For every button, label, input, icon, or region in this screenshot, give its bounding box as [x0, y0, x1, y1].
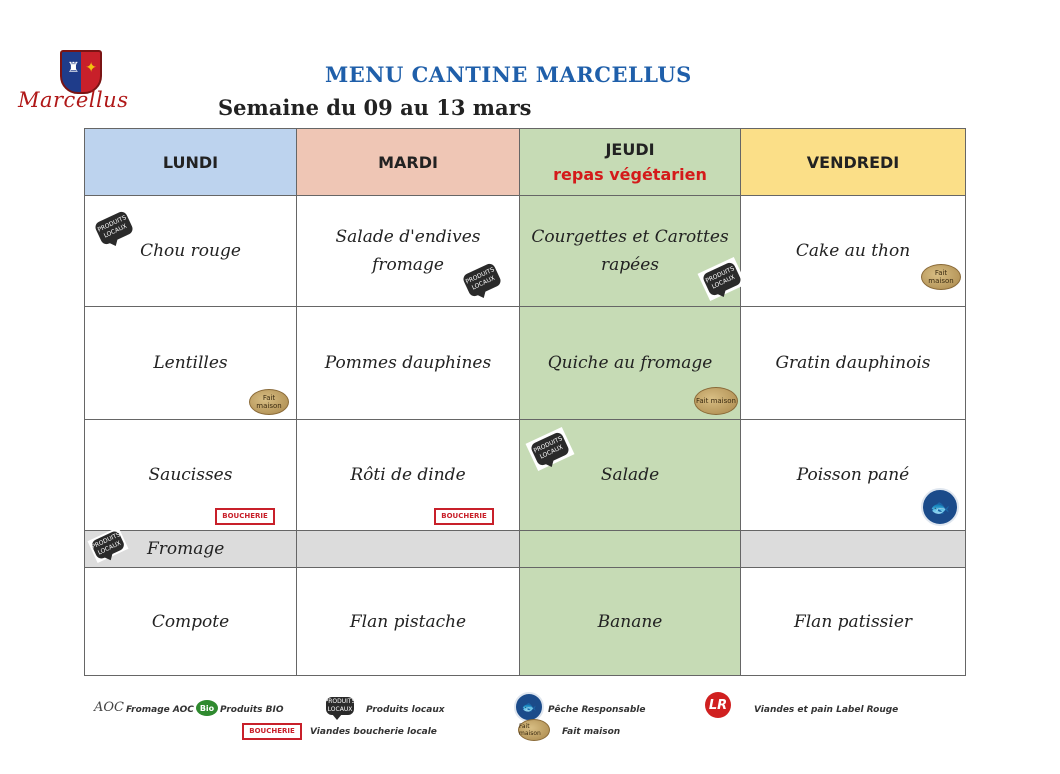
menu-cell: [520, 307, 741, 420]
day-name: MARDI: [378, 152, 438, 172]
table-row: [85, 307, 966, 420]
week-subtitle: Semaine du 09 au 13 mars: [218, 95, 532, 120]
legend-peche: Pêche Responsable: [548, 705, 646, 715]
local-butcher-icon: BOUCHERIE: [215, 508, 275, 525]
local-butcher-icon: BOUCHERIE: [434, 508, 494, 525]
homemade-icon: Fait maison: [694, 387, 738, 415]
legend-boucherie: Viandes boucherie locale: [310, 727, 437, 737]
menu-cell: [520, 568, 741, 676]
local-product-icon: PRODUITS LOCAUX: [94, 210, 135, 246]
school-logo: [18, 48, 138, 118]
dish: Flan pistache: [349, 611, 467, 632]
fish-icon: 🐟: [921, 488, 959, 526]
vegetarian-note: repas végétarien: [553, 165, 707, 184]
legend-bio: Produits BIO: [220, 705, 284, 715]
day-header-lundi: [85, 129, 297, 196]
homemade-icon: Fait maison: [518, 719, 550, 741]
menu-cell: [297, 531, 520, 568]
homemade-icon: Fait maison: [921, 264, 961, 290]
dish: Salade: [600, 465, 660, 485]
menu-cell: [85, 420, 297, 531]
dish: Chou rouge: [140, 241, 241, 261]
label-rouge-icon: LR: [705, 692, 731, 718]
menu-cell: [85, 531, 297, 568]
menu-cell: [520, 196, 741, 307]
local-product-icon: PRODUITS LOCAUX: [90, 530, 126, 561]
coat-of-arms-icon: ♜ ✦: [60, 50, 102, 94]
menu-table: [84, 128, 966, 676]
dish: Pommes dauphines: [324, 353, 492, 373]
menu-cell: [85, 196, 297, 307]
menu-cell: [297, 196, 520, 307]
local-product-icon: PRODUITS LOCAUX: [462, 262, 503, 298]
day-header-vendredi: [741, 129, 966, 196]
cheese-row: [85, 531, 966, 568]
day-name: JEUDI: [605, 140, 655, 159]
local-product-icon: PRODUITS LOCAUX: [702, 261, 743, 297]
legend-aoc: Fromage AOC: [126, 705, 194, 715]
menu-cell: [85, 307, 297, 420]
dish: Salade d'endives fromage: [335, 227, 481, 275]
local-product-icon-wrapper: [88, 527, 129, 563]
menu-cell: [85, 568, 297, 676]
dish: Gratin dauphinois: [775, 353, 931, 373]
dish: Quiche au fromage: [547, 353, 713, 373]
local-product-icon: PRODUITS LOCAUX: [324, 698, 356, 713]
menu-cell: [741, 568, 966, 676]
page-title: MENU CANTINE MARCELLUS: [325, 62, 692, 87]
menu-cell: [741, 307, 966, 420]
dish: Compote: [151, 611, 230, 632]
dish: Flan patissier: [793, 611, 913, 632]
header-row: [85, 129, 966, 196]
menu-cell: [297, 568, 520, 676]
legend-maison: Fait maison: [562, 727, 621, 737]
table-row: [85, 420, 966, 531]
day-name: LUNDI: [162, 152, 219, 172]
menu-cell: [741, 420, 966, 531]
dish: Courgettes et Carottes rapées: [531, 227, 729, 275]
menu-cell: [297, 420, 520, 531]
legend-label-rouge: Viandes et pain Label Rouge: [754, 705, 899, 715]
dish: Poisson pané: [796, 465, 910, 485]
table-row: [85, 196, 966, 307]
dish: Saucisses: [148, 465, 233, 485]
logo-name: Marcellus: [18, 88, 129, 112]
aoc-icon: AOC: [94, 700, 124, 715]
dish: Cake au thon: [795, 241, 911, 261]
menu-cell: [297, 307, 520, 420]
bio-icon: Bio: [196, 700, 218, 716]
table-row: [85, 568, 966, 676]
dish: Rôti de dinde: [350, 465, 466, 485]
homemade-icon: Fait maison: [249, 389, 289, 415]
day-header-jeudi: [520, 129, 741, 196]
menu-cell: [520, 531, 741, 568]
dish: Fromage: [147, 539, 225, 559]
fish-icon: 🐟: [514, 692, 544, 722]
local-product-icon: PRODUITS LOCAUX: [530, 431, 571, 467]
local-butcher-icon: BOUCHERIE: [242, 723, 302, 740]
menu-cell: [741, 196, 966, 307]
dish: Banane: [597, 611, 663, 632]
menu-cell: [741, 531, 966, 568]
menu-cell: [520, 420, 741, 531]
dish: Lentilles: [153, 353, 228, 373]
legend-local: Produits locaux: [366, 705, 445, 715]
day-header-mardi: [297, 129, 520, 196]
day-name: VENDREDI: [806, 152, 900, 172]
